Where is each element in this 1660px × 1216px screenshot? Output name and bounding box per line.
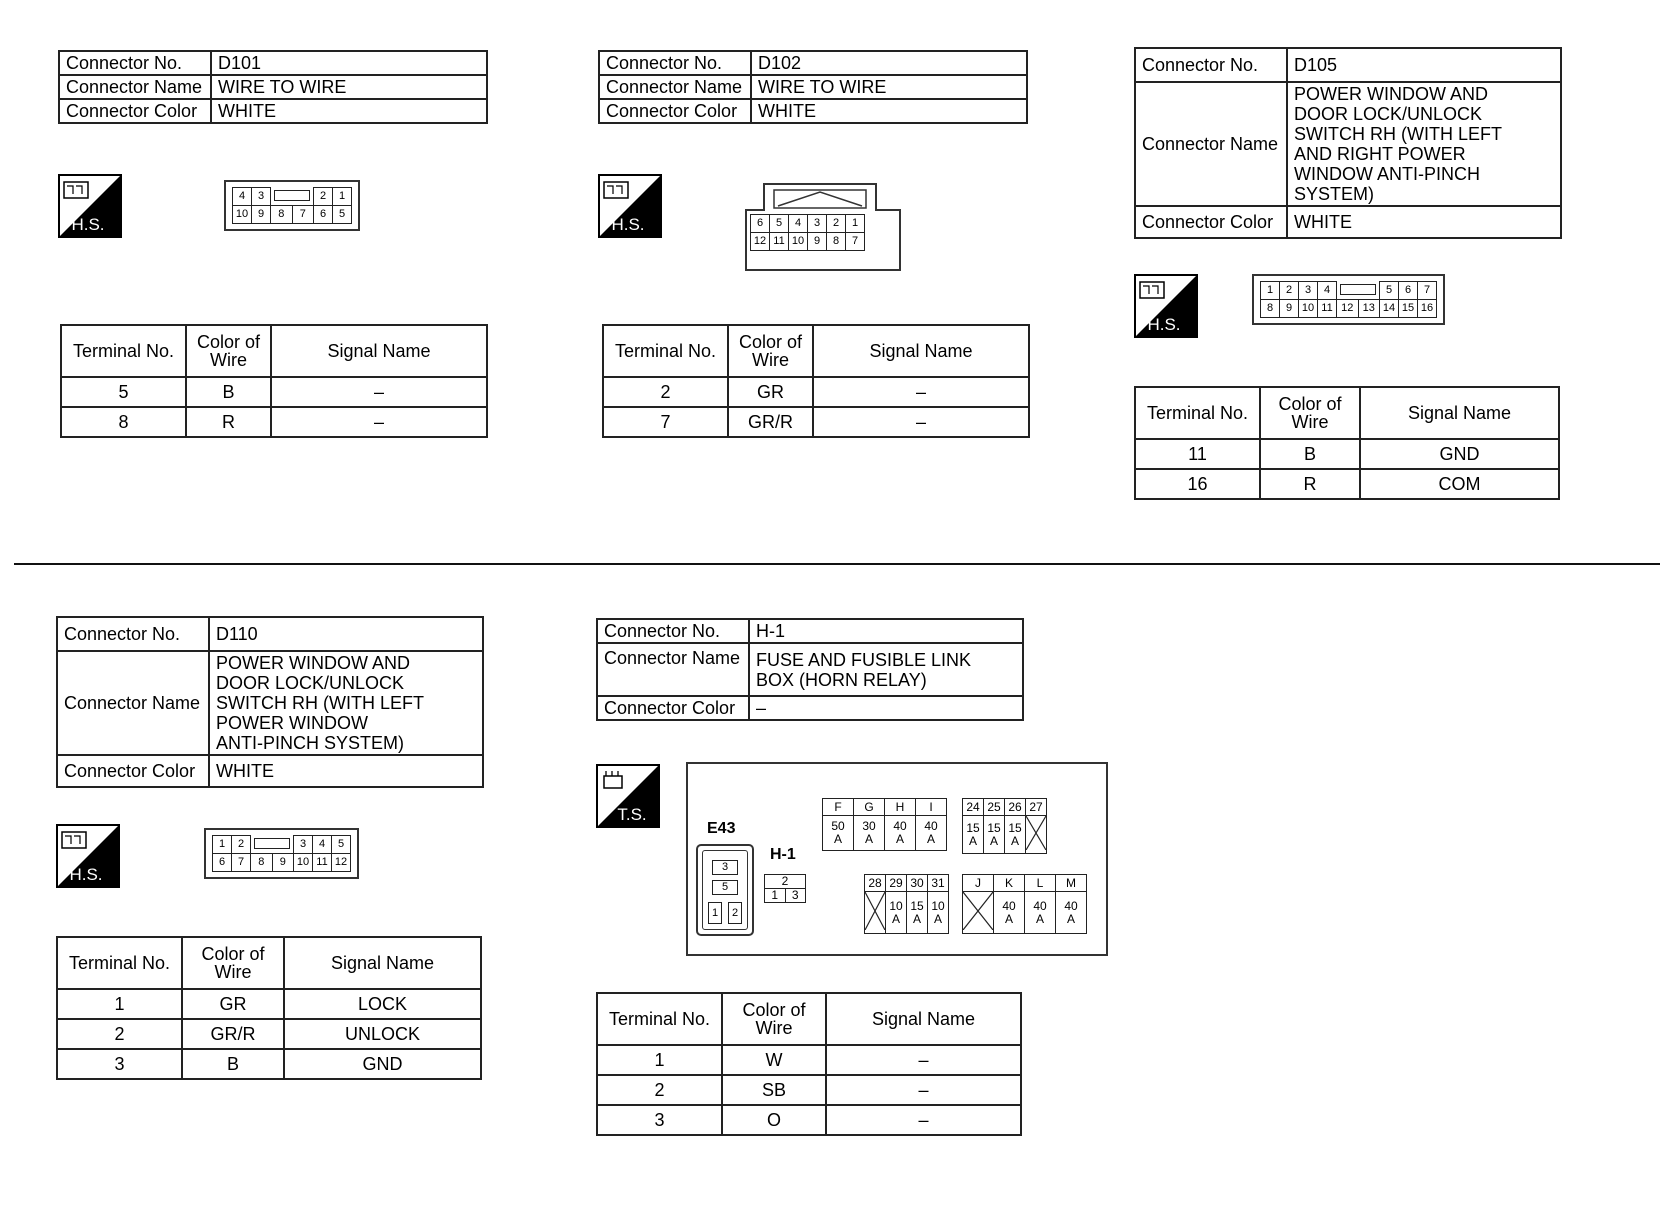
table-row [57, 989, 481, 1019]
terminal-cell: 7 [603, 407, 728, 437]
pin: 14 [1380, 300, 1399, 318]
fuse-group-jklm [962, 874, 1087, 934]
hs-label: H.S. [1147, 315, 1181, 334]
terminal-cell: 1 [597, 1045, 722, 1075]
terminal-cell: 5 [61, 377, 186, 407]
signal-cell: GND [284, 1049, 481, 1079]
connector-info-table [58, 50, 488, 124]
connector-info-table [1134, 47, 1562, 239]
connector-color-label: Connector Color [597, 696, 749, 720]
connector-color-value: WHITE [209, 755, 483, 787]
fuse-amp: 50 A [823, 816, 854, 851]
signal-name-header: Signal Name [284, 937, 481, 989]
terminal-cell: 11 [1135, 439, 1260, 469]
connector-color-value: WHITE [1287, 206, 1561, 238]
pin: 9 [272, 854, 294, 872]
fuse-name: 29 [886, 875, 907, 892]
fuse-box-diagram [686, 762, 1108, 956]
pin: 4 [789, 215, 808, 233]
connector-name-value: POWER WINDOW AND DOOR LOCK/UNLOCK SWITCH RH (WITH LEFT AND RIGHT POWER WINDOW ANTI-PINCH SYSTEM) [1287, 82, 1561, 206]
pin: 6 [1399, 282, 1418, 300]
signal-cell: – [813, 377, 1029, 407]
fuse-name: 30 [907, 875, 928, 892]
table-row [57, 1049, 481, 1079]
fuse-amp: 40 A [1025, 892, 1056, 934]
harness-side-icon [58, 174, 122, 238]
fuse-name: H [885, 799, 916, 816]
fuse-name: 24 [963, 799, 984, 816]
pin: 8 [271, 206, 293, 224]
signal-cell: – [271, 377, 487, 407]
wire-cell: R [186, 407, 271, 437]
pin: 15 [1399, 300, 1418, 318]
terminal-no-header: Terminal No. [61, 325, 186, 377]
pin: 10 [294, 854, 313, 872]
pin: 2 [1280, 282, 1299, 300]
connector-name-label: Connector Name [1135, 82, 1287, 206]
latch-slot [1337, 282, 1380, 300]
wire-cell: B [1260, 439, 1360, 469]
pin: 9 [252, 206, 271, 224]
wire-cell: GR/R [182, 1019, 284, 1049]
table-row [597, 1045, 1021, 1075]
fuse-name: 25 [984, 799, 1005, 816]
pin: 2 [765, 875, 806, 889]
signal-name-header: Signal Name [271, 325, 487, 377]
pin: 1 [846, 215, 865, 233]
pin: 7 [292, 206, 314, 224]
terminal-cell: 3 [597, 1105, 722, 1135]
pin: 16 [1418, 300, 1437, 318]
connector-d105 [1134, 47, 1562, 239]
empty-fuse-slot [1026, 816, 1047, 854]
fuse-amp: 40 A [994, 892, 1025, 934]
e43-connector [696, 844, 754, 936]
pin: 2 [827, 215, 846, 233]
fuse-name: 26 [1005, 799, 1026, 816]
signal-cell: LOCK [284, 989, 481, 1019]
hs-label: H.S. [611, 215, 645, 234]
h1-label: H-1 [770, 846, 796, 863]
fuse-group-24-27 [962, 798, 1047, 854]
color-of-wire-header: Color of Wire [186, 325, 271, 377]
pin: 1 [213, 836, 232, 854]
fuse-name: F [823, 799, 854, 816]
h1-connector [764, 874, 806, 903]
wire-cell: GR [728, 377, 813, 407]
pin: 3 [712, 860, 738, 875]
pin: 2 [728, 902, 742, 924]
signal-name-header: Signal Name [1360, 387, 1559, 439]
terminal-cell: 2 [57, 1019, 182, 1049]
signal-table-d105 [1134, 386, 1560, 500]
terminal-cell: 16 [1135, 469, 1260, 499]
fuse-name: 27 [1026, 799, 1047, 816]
pin: 8 [1261, 300, 1280, 318]
wire-cell: SB [722, 1075, 826, 1105]
pin: 4 [1318, 282, 1337, 300]
table-row [603, 407, 1029, 437]
pin: 3 [294, 836, 313, 854]
connector-color-label: Connector Color [59, 99, 211, 123]
pin: 11 [770, 233, 789, 251]
harness-side-icon [56, 824, 120, 888]
terminal-side-icon [596, 764, 660, 828]
connector-name-label: Connector Name [57, 651, 209, 755]
signal-cell: GND [1360, 439, 1559, 469]
fuse-group-fghi [822, 798, 947, 851]
connector-no-label: Connector No. [599, 51, 751, 75]
connector-no-value: D101 [211, 51, 487, 75]
pin: 6 [751, 215, 770, 233]
pin: 11 [313, 854, 332, 872]
pin: 7 [232, 854, 251, 872]
wire-cell: B [186, 377, 271, 407]
latch-slot [251, 836, 294, 854]
signal-table-d110 [56, 936, 482, 1080]
terminal-no-header: Terminal No. [603, 325, 728, 377]
pin: 10 [1299, 300, 1318, 318]
fuse-amp: 40 A [916, 816, 947, 851]
signal-table-h1 [596, 992, 1022, 1136]
pin: 7 [1418, 282, 1437, 300]
connector-no-value: D110 [209, 617, 483, 651]
signal-table-d101 [60, 324, 488, 438]
fuse-name: K [994, 875, 1025, 892]
connector-info-table [56, 616, 484, 788]
fuse-name: I [916, 799, 947, 816]
connector-color-label: Connector Color [57, 755, 209, 787]
wire-cell: W [722, 1045, 826, 1075]
table-row [57, 1019, 481, 1049]
connector-name-value: WIRE TO WIRE [211, 75, 487, 99]
fuse-name: 28 [865, 875, 886, 892]
pin: 8 [827, 233, 846, 251]
color-of-wire-header: Color of Wire [722, 993, 826, 1045]
pin: 3 [252, 188, 271, 206]
color-of-wire-header: Color of Wire [1260, 387, 1360, 439]
connector-no-value: D105 [1287, 48, 1561, 82]
ts-label: T.S. [617, 805, 647, 824]
fuse-amp: 30 A [854, 816, 885, 851]
pin: 11 [1318, 300, 1337, 318]
pin: 6 [314, 206, 333, 224]
color-of-wire-header: Color of Wire [182, 937, 284, 989]
fuse-name: J [963, 875, 994, 892]
signal-name-header: Signal Name [813, 325, 1029, 377]
connector-d101 [58, 50, 488, 124]
fuse-amp: 40 A [1056, 892, 1087, 934]
hs-label: H.S. [71, 215, 105, 234]
fuse-amp: 10 A [928, 892, 949, 934]
wire-cell: GR/R [728, 407, 813, 437]
connector-name-label: Connector Name [599, 75, 751, 99]
pin: 12 [751, 233, 770, 251]
pin: 12 [1337, 300, 1359, 318]
connector-no-value: H-1 [749, 619, 1023, 643]
connector-pin-diagram [204, 828, 359, 879]
harness-side-icon [1134, 274, 1198, 338]
pin: 8 [251, 854, 273, 872]
connector-name-value: WIRE TO WIRE [751, 75, 1027, 99]
connector-d110 [56, 616, 484, 788]
terminal-no-header: Terminal No. [1135, 387, 1260, 439]
signal-table-d102 [602, 324, 1030, 438]
pin: 1 [1261, 282, 1280, 300]
empty-fuse-slot [963, 892, 994, 934]
pin: 1 [333, 188, 352, 206]
pin: 5 [770, 215, 789, 233]
terminal-no-header: Terminal No. [597, 993, 722, 1045]
fuse-name: L [1025, 875, 1056, 892]
pin: 12 [332, 854, 351, 872]
signal-cell: – [826, 1105, 1021, 1135]
pin: 5 [332, 836, 351, 854]
fuse-group-28-31 [864, 874, 949, 934]
fuse-name: 31 [928, 875, 949, 892]
pin: 1 [708, 902, 722, 924]
signal-cell: – [271, 407, 487, 437]
wire-cell: O [722, 1105, 826, 1135]
section-divider [14, 563, 1660, 565]
pin: 9 [1280, 300, 1299, 318]
fuse-amp: 10 A [886, 892, 907, 934]
pin: 4 [313, 836, 332, 854]
signal-cell: COM [1360, 469, 1559, 499]
connector-d102 [598, 50, 1028, 124]
pin: 3 [1299, 282, 1318, 300]
connector-color-value: WHITE [751, 99, 1027, 123]
table-row [597, 1105, 1021, 1135]
signal-cell: – [826, 1045, 1021, 1075]
signal-cell: – [826, 1075, 1021, 1105]
table-row [1135, 439, 1559, 469]
fuse-amp: 15 A [907, 892, 928, 934]
connector-pin-diagram [224, 180, 360, 231]
terminal-cell: 3 [57, 1049, 182, 1079]
hs-label: H.S. [69, 865, 103, 884]
e43-label: E43 [707, 820, 736, 837]
pin: 4 [233, 188, 252, 206]
pin: 7 [846, 233, 865, 251]
connector-color-value: – [749, 696, 1023, 720]
pin: 5 [712, 880, 738, 895]
connector-info-table [598, 50, 1028, 124]
signal-name-header: Signal Name [826, 993, 1021, 1045]
wire-cell: B [182, 1049, 284, 1079]
connector-name-value: FUSE AND FUSIBLE LINK BOX (HORN RELAY) [749, 643, 1023, 696]
pin: 3 [808, 215, 827, 233]
fuse-name: M [1056, 875, 1087, 892]
fuse-amp: 40 A [885, 816, 916, 851]
connector-no-label: Connector No. [59, 51, 211, 75]
connector-h1 [596, 618, 1024, 721]
terminal-no-header: Terminal No. [57, 937, 182, 989]
table-row [61, 377, 487, 407]
connector-name-value: POWER WINDOW AND DOOR LOCK/UNLOCK SWITCH RH (WITH LEFT POWER WINDOW ANTI-PINCH SYSTEM) [209, 651, 483, 755]
wire-cell: R [1260, 469, 1360, 499]
pin: 9 [808, 233, 827, 251]
terminal-cell: 2 [597, 1075, 722, 1105]
connector-no-label: Connector No. [57, 617, 209, 651]
connector-color-label: Connector Color [599, 99, 751, 123]
connector-color-value: WHITE [211, 99, 487, 123]
connector-name-label: Connector Name [597, 643, 749, 696]
connector-info-table [596, 618, 1024, 721]
fuse-amp: 15 A [963, 816, 984, 854]
pin: 5 [333, 206, 352, 224]
connector-pin-diagram [750, 214, 865, 251]
connector-name-label: Connector Name [59, 75, 211, 99]
connector-no-value: D102 [751, 51, 1027, 75]
table-row [61, 407, 487, 437]
fuse-amp: 15 A [1005, 816, 1026, 854]
table-row [1135, 469, 1559, 499]
pin: 10 [789, 233, 808, 251]
empty-fuse-slot [865, 892, 886, 934]
pin: 1 [765, 889, 786, 903]
table-row [597, 1075, 1021, 1105]
terminal-cell: 8 [61, 407, 186, 437]
pin: 3 [785, 889, 806, 903]
connector-color-label: Connector Color [1135, 206, 1287, 238]
color-of-wire-header: Color of Wire [728, 325, 813, 377]
connector-no-label: Connector No. [1135, 48, 1287, 82]
latch-slot [271, 188, 314, 206]
connector-no-label: Connector No. [597, 619, 749, 643]
terminal-cell: 2 [603, 377, 728, 407]
pin: 13 [1358, 300, 1380, 318]
pin: 2 [232, 836, 251, 854]
connector-pin-diagram [1252, 274, 1445, 325]
wire-cell: GR [182, 989, 284, 1019]
signal-cell: UNLOCK [284, 1019, 481, 1049]
pin: 5 [1380, 282, 1399, 300]
fuse-amp: 15 A [984, 816, 1005, 854]
terminal-cell: 1 [57, 989, 182, 1019]
signal-cell: – [813, 407, 1029, 437]
pin: 10 [233, 206, 252, 224]
harness-side-icon [598, 174, 662, 238]
pin: 6 [213, 854, 232, 872]
table-row [603, 377, 1029, 407]
fuse-name: G [854, 799, 885, 816]
pin: 2 [314, 188, 333, 206]
